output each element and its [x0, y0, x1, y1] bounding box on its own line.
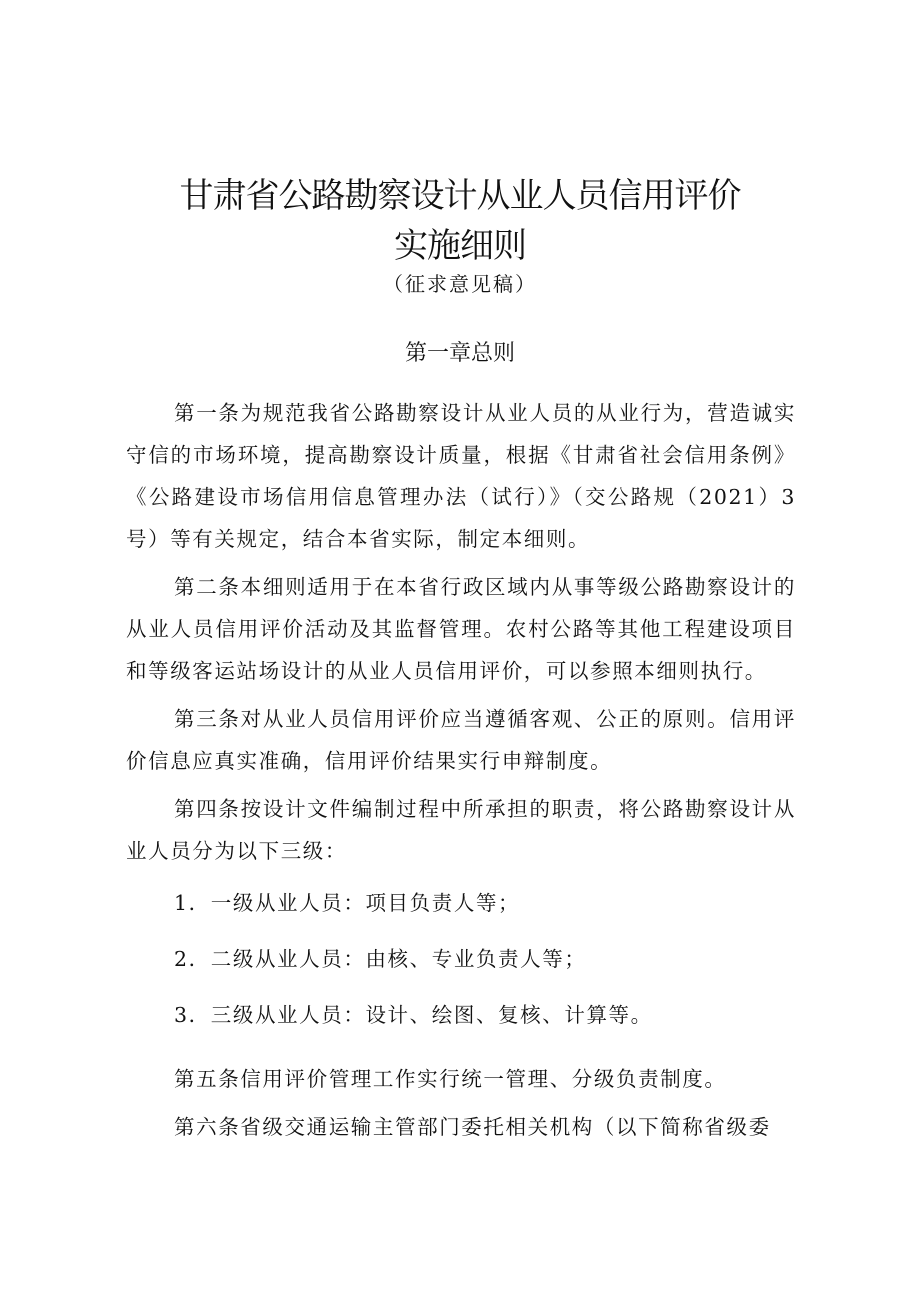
draft-status-subtitle: （征求意见稿）: [383, 272, 537, 296]
later-articles: [126, 1058, 796, 1148]
level-item-1: 1．一级从业人员：项目负责人等；: [174, 891, 521, 915]
document-title-line-2: 实施细则: [394, 226, 526, 266]
article-5: 第五条信用评价管理工作实行统一管理、分级负责制度。: [174, 1067, 727, 1091]
article-3: 第三条对从业人员信用评价应当遵循客观、公正的原则。信用评价信息应真实准确，信用评价结果实行申辩制度。: [126, 707, 796, 773]
document-title-line-1: 甘肃省公路勘察设计从业人员信用评价: [179, 176, 741, 216]
practitioner-level-list: [126, 882, 796, 1036]
document-body: [126, 392, 796, 1148]
article-6: 第六条省级交通运输主管部门委托相关机构（以下简称省级委: [174, 1115, 771, 1139]
article-1: 第一条为规范我省公路勘察设计从业人员的从业行为，营造诚实守信的市场环境，提高勘察设计质量，根据《甘肃省社会信用条例》《公路建设市场信用信息管理办法（试行）》（交公路规（2021）3号）等有关规定，结合本省实际，制定本细则。: [126, 401, 796, 551]
article-4: 第四条按设计文件编制过程中所承担的职责，将公路勘察设计从业人员分为以下三级：: [126, 797, 796, 863]
chapter-heading: 第一章总则: [404, 341, 515, 366]
article-2: 第二条本细则适用于在本省行政区域内从事等级公路勘察设计的从业人员信用评价活动及其监督管理。农村公路等其他工程建设项目和等级客运站场设计的从业人员信用评价，可以参照本细则执行。: [126, 575, 796, 683]
level-item-3: 3．三级从业人员：设计、绘图、复核、计算等。: [174, 1003, 653, 1027]
level-item-2: 2．二级从业人员：由核、专业负责人等；: [174, 947, 587, 971]
